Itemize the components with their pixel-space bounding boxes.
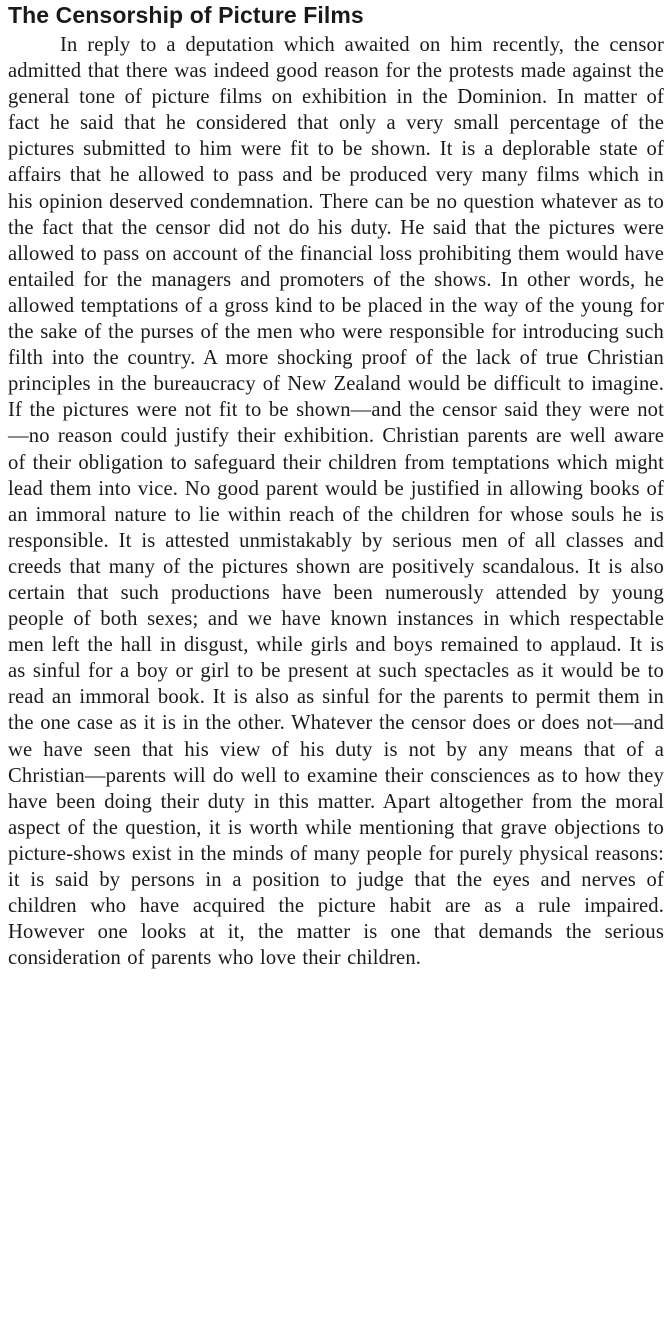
article-title: The Censorship of Picture Films xyxy=(8,2,364,28)
article-body: In reply to a deputation which awaited on him recently, the censor admitted that there was indeed good reason for the protests made against the general tone of picture films on exhibition in the Dominion. In matter of fact he said that he considered that only a very small percentage of the pictures submitted to him were fit to be shown. It is a deplorable state of affairs that he allowed to pass and be produced very many films which in his opinion deserved condemnation. There can be no question whatever as to the fact that the censor did not do his duty. He said that the pictures were allowed to pass on account of the financial loss prohibiting them would have entailed for the managers and promoters of the shows. In other words, he allowed temptations of a gross kind to be placed in the way of the young for the sake of the purses of the men who were responsible for introducing such filth into the country. A more shocking proof of the lack of true Christian principles in the bureaucracy of New Zealand would be difficult to imagine. If the pictures were not fit to be shown—and the censor said they were not—no reason could justify their exhibition. Christian parents are well aware of their obligation to safeguard their children from temptations which might lead them into vice. No good parent would be justified in allowing books of an immoral nature to lie within reach of the children for whose souls he is responsible. It is attested unmistakably by serious men of all classes and creeds that many of the pictures shown are positively scandalous. It is also certain that such productions have been numerously attended by young people of both sexes; and we have known instances in which respectable men left the hall in disgust, while girls and boys remained to applaud. It is as sinful for a boy or girl to be present at such spectacles as it would be to read an immoral book. It is also as sinful for the parents to permit them in the one case as it is in the other. Whatever the censor does or does not—and we have seen that his view of his duty is not by any means that of a Christian—parents will do well to examine their consciences as to how they have been doing their duty in this matter. Apart altogether from the moral aspect of the question, it is worth while mentioning that grave objections to picture-shows exist in the minds of many people for purely physical reasons: it is said by persons in a position to judge that the eyes and nerves of children who have acquired the picture habit are as a rule impaired. However one looks at it, the matter is one that demands the serious consideration of parents who love their children. xyxy=(8,34,664,970)
